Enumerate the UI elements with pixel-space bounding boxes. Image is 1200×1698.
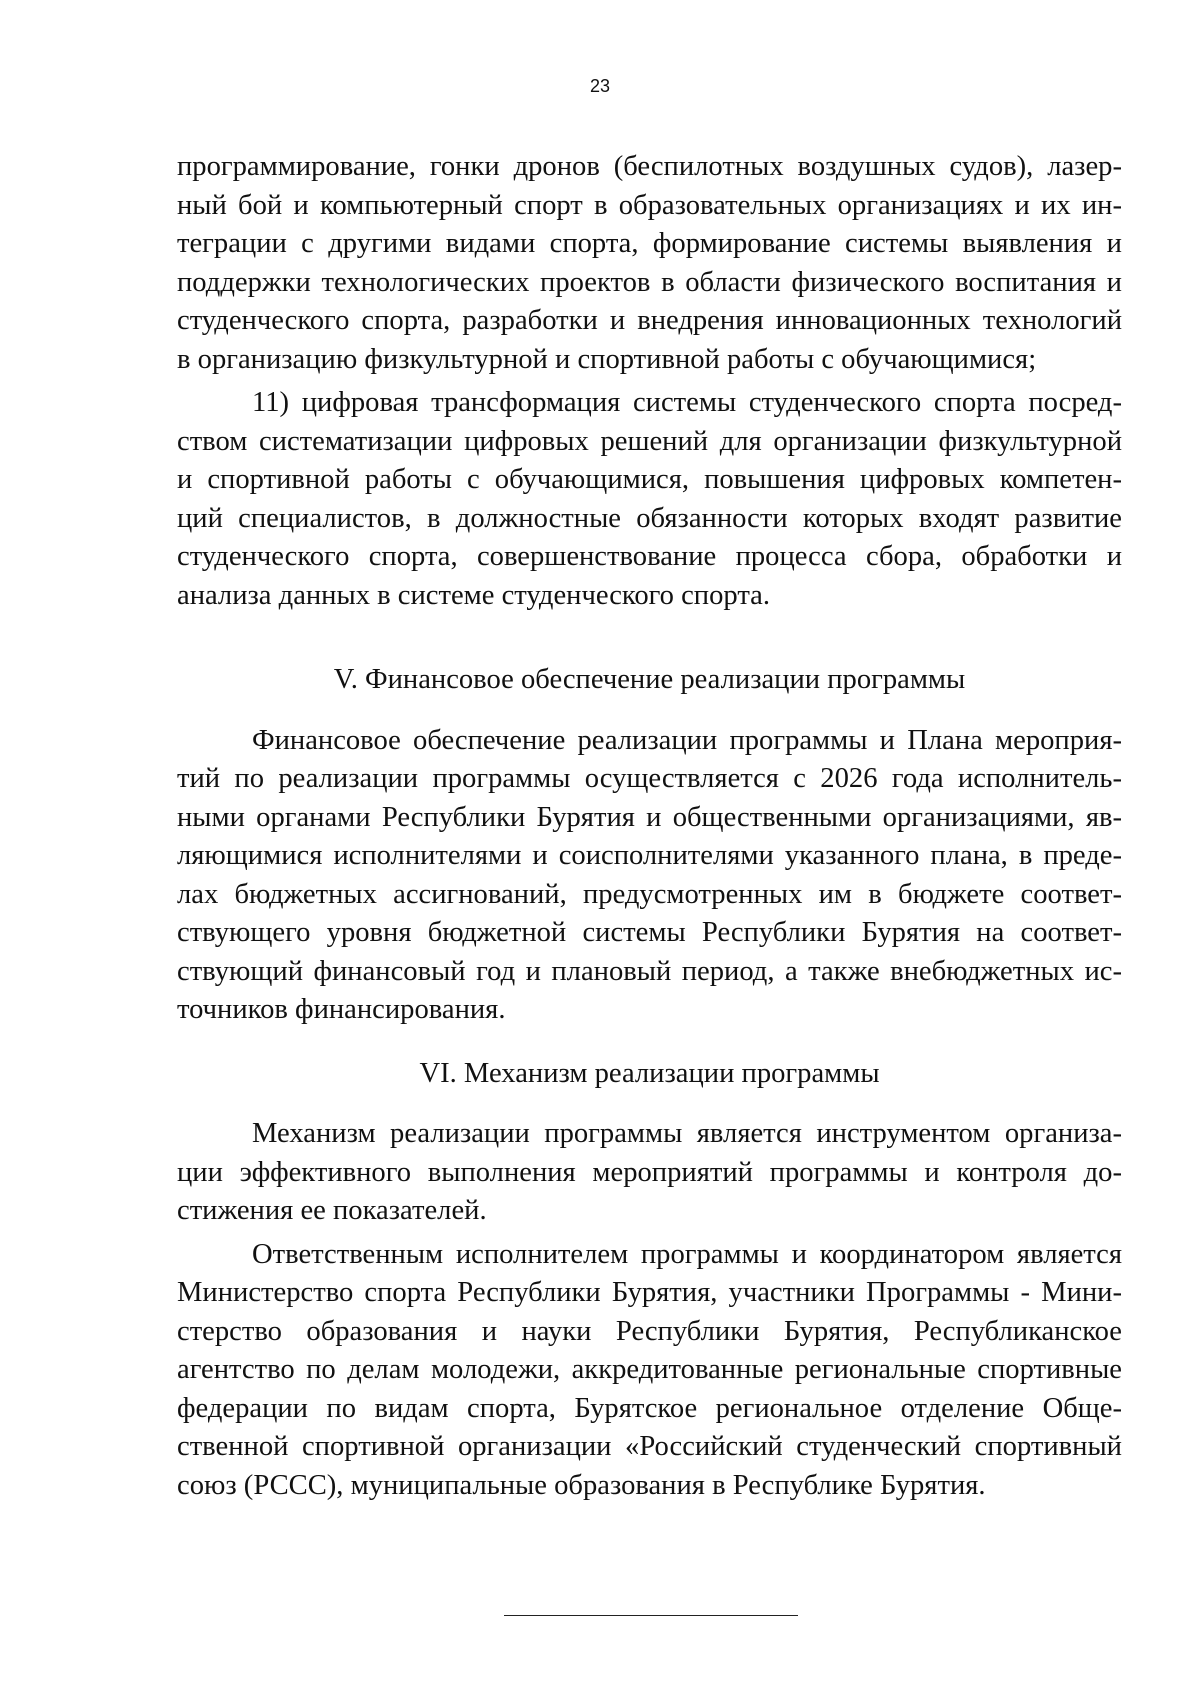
text-line: анализа данных в системе студенческого спорта.	[177, 579, 771, 611]
text-line: стижения ее показателей.	[177, 1195, 487, 1226]
paragraph-mechanism	[177, 1115, 1122, 1231]
text-line: студенческого спорта, совершенствование процесса сбора, обработки и	[177, 541, 1122, 572]
end-of-document-divider	[504, 1615, 798, 1616]
text-line: ствующий финансовый год и плановый период, а также внебюджетных ис-	[177, 955, 1122, 987]
text-line: поддержки технологических проектов в области физического воспитания и	[177, 266, 1122, 298]
text-line: программирование, гонки дронов (беспилотных воздушных судов), лазер-	[177, 151, 1122, 182]
paragraph-technology-projects	[177, 148, 1122, 379]
document-body	[177, 148, 1122, 1505]
text-line: Ответственным исполнителем программы и координатором является	[252, 1238, 1122, 1270]
text-line: стерство образования и науки Республики Бурятия, Республиканское	[177, 1315, 1122, 1347]
text-line: точников финансирования.	[177, 994, 506, 1025]
text-line: лах бюджетных ассигнований, предусмотренных им в бюджете соответ-	[177, 878, 1122, 910]
text-line: союз (РССС), муниципальные образования в Республике Бурятия.	[177, 1469, 986, 1501]
text-line: ствующего уровня бюджетной системы Республики Бурятия на соответ-	[177, 917, 1122, 948]
text-line: ными органами Республики Бурятия и общественными организациями, яв-	[177, 801, 1122, 833]
text-line: ственной спортивной организации «Российский студенческий спортивный	[177, 1431, 1122, 1462]
text-line: ством систематизации цифровых решений для организации физкультурной	[177, 425, 1122, 457]
text-line: ций специалистов, в должностные обязанности которых входят развитие	[177, 502, 1122, 534]
paragraph-financing	[177, 722, 1122, 1030]
section-heading-mechanism: VI. Механизм реализации программы	[419, 1057, 880, 1089]
page-number: 23	[589, 76, 611, 96]
text-line: Министерство спорта Республики Бурятия, участники Программы - Мини-	[177, 1277, 1122, 1308]
text-line: ный бой и компьютерный спорт в образовательных организациях и их ин-	[177, 189, 1122, 221]
text-line: Финансовое обеспечение реализации программы и Плана мероприя-	[252, 724, 1122, 756]
text-line: ции эффективного выполнения мероприятий программы и контроля до-	[177, 1156, 1122, 1188]
text-line: агентство по делам молодежи, аккредитованные региональные спортивные	[177, 1354, 1122, 1385]
section-heading-financing: V. Финансовое обеспечение реализации программы	[333, 664, 966, 695]
paragraph-digital-transformation	[177, 384, 1122, 615]
text-line: тий по реализации программы осуществляется с 2026 года исполнитель-	[177, 763, 1122, 794]
text-line: Механизм реализации программы является инструментом организа-	[252, 1118, 1122, 1149]
text-line: 11) цифровая трансформация системы студенческого спорта посред-	[252, 387, 1122, 418]
text-line: теграции с другими видами спорта, формирование системы выявления и	[177, 228, 1122, 259]
text-line: ляющимися исполнителями и соисполнителями указанного плана, в преде-	[177, 840, 1122, 871]
text-line: в организацию физкультурной и спортивной работы с обучающимися;	[177, 343, 1037, 375]
text-line: студенческого спорта, разработки и внедрения инновационных технологий	[177, 305, 1122, 336]
text-line: и спортивной работы с обучающимися, повышения цифровых компетен-	[177, 464, 1122, 495]
paragraph-responsible-executor	[177, 1236, 1122, 1506]
text-line: федерации по видам спорта, Бурятское региональное отделение Обще-	[177, 1392, 1122, 1424]
